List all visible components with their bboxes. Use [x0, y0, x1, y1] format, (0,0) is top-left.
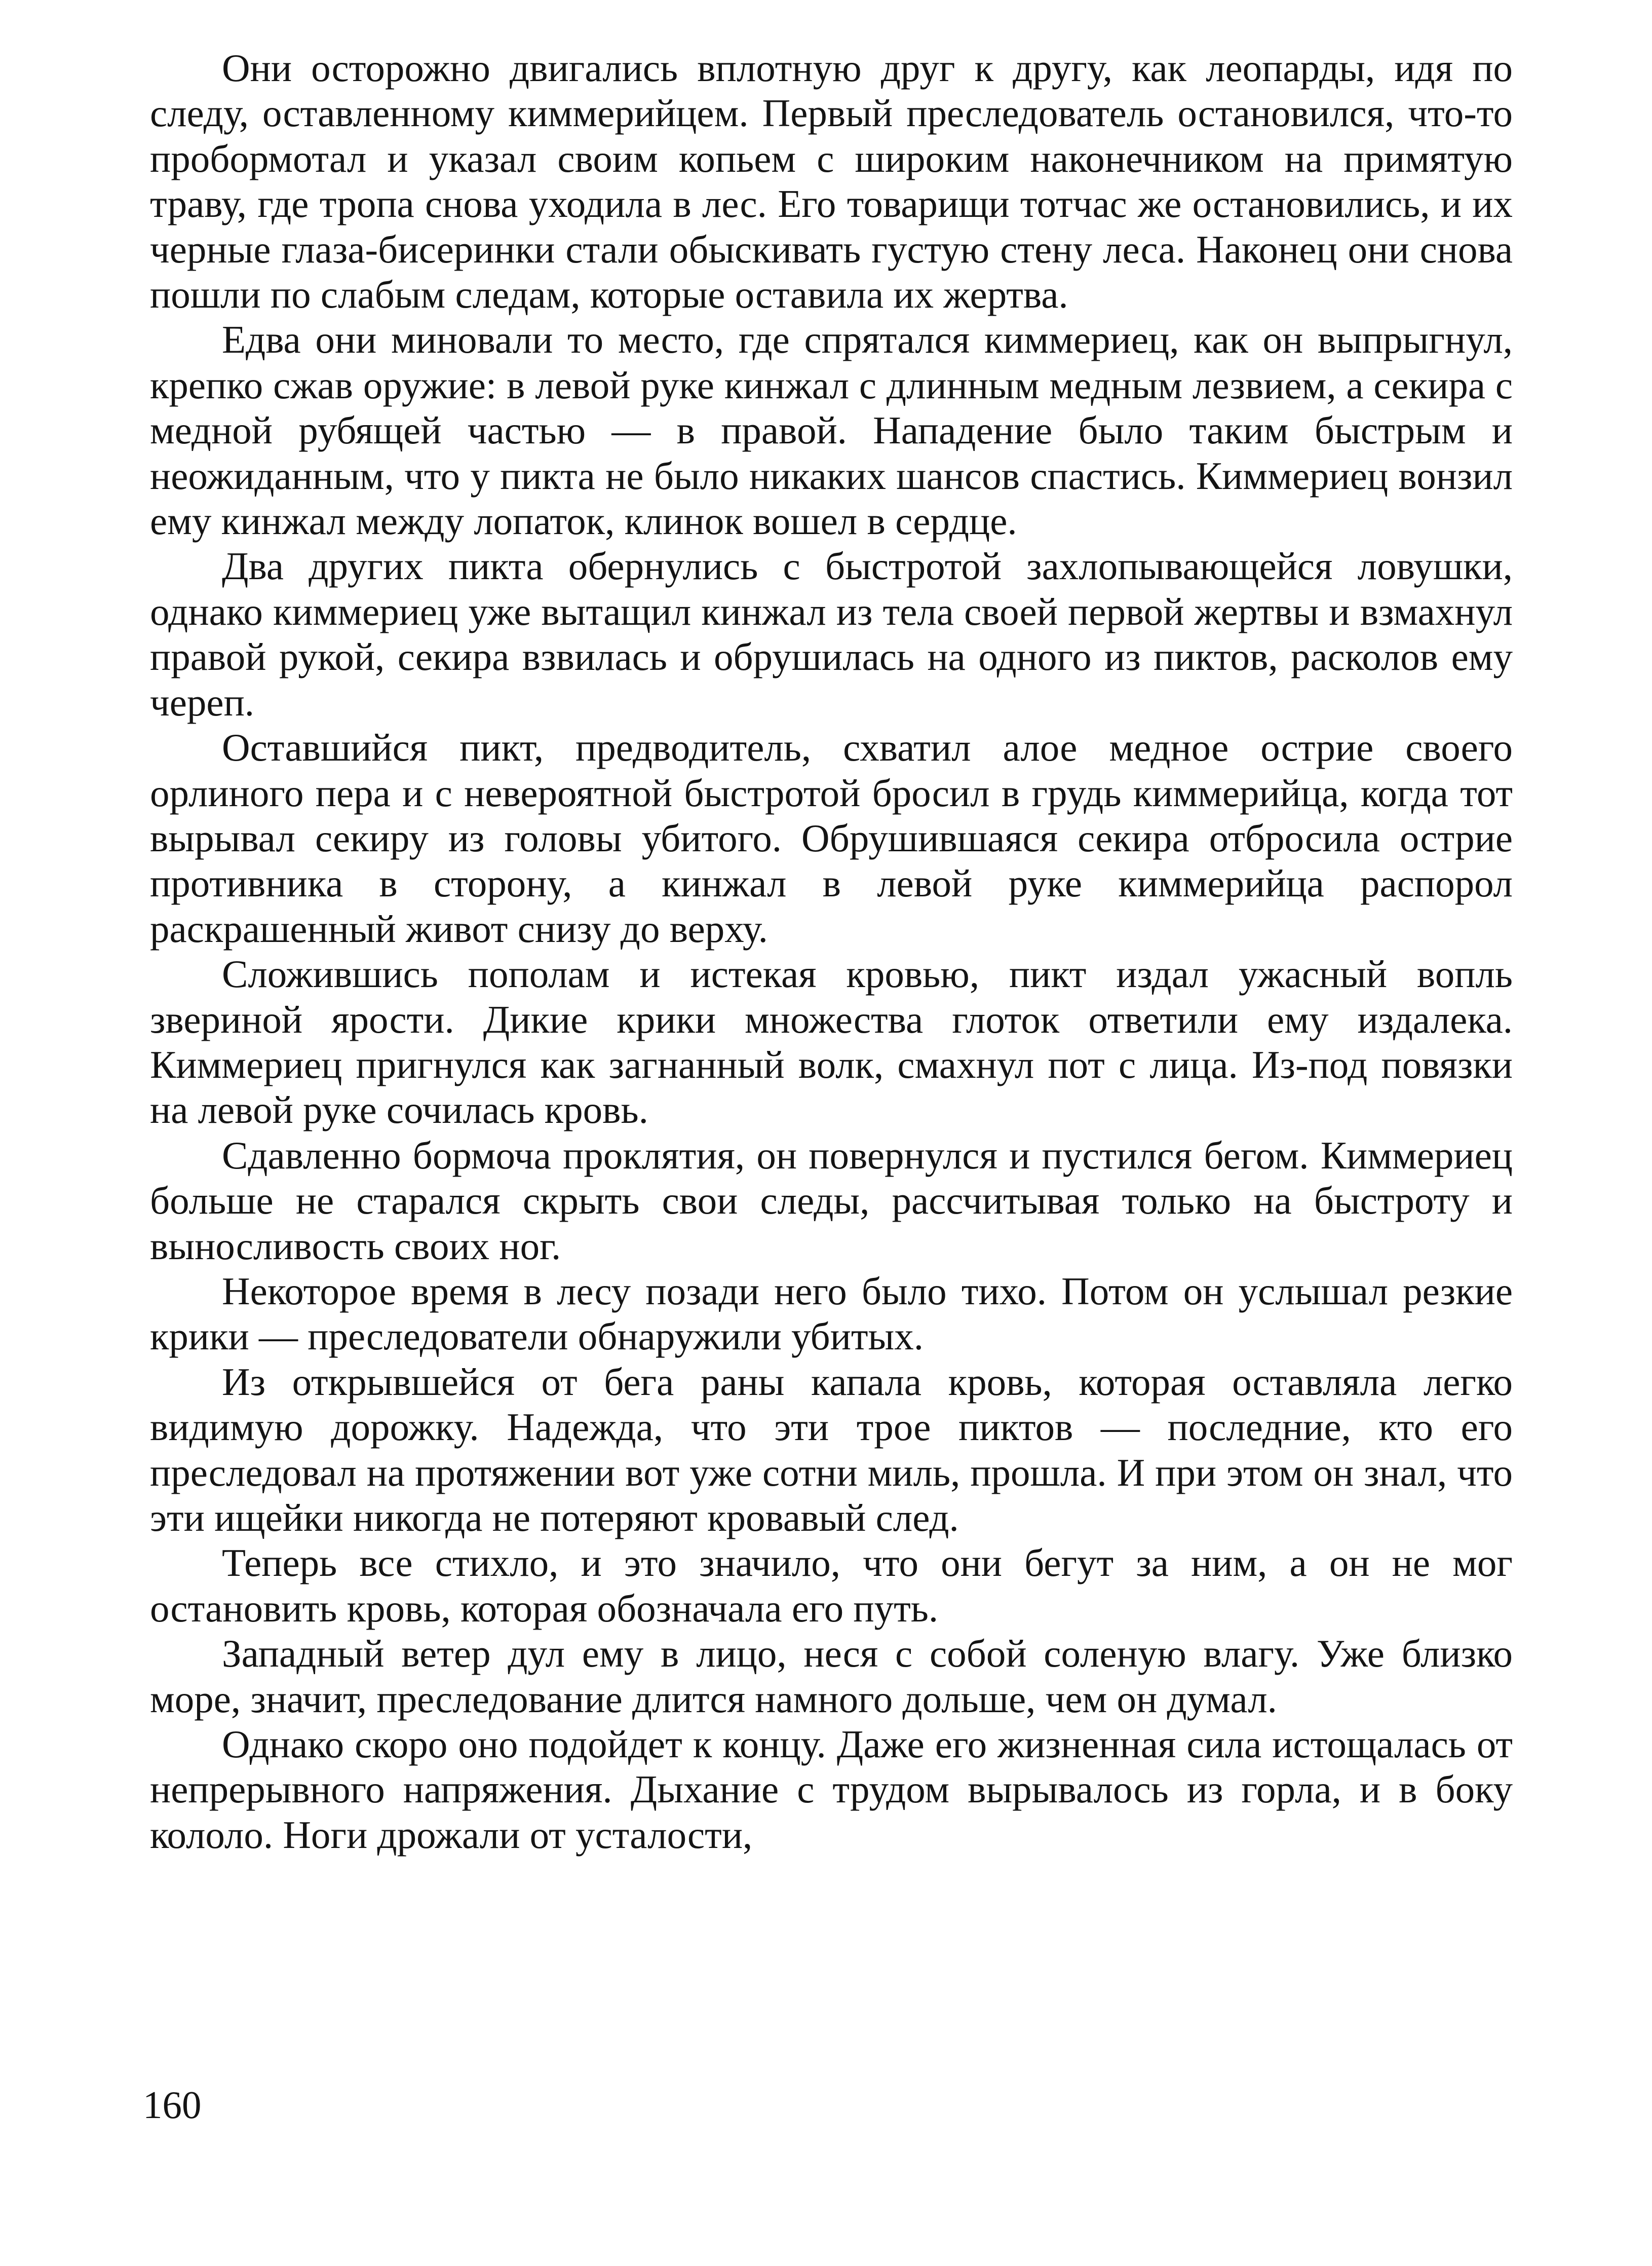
paragraph-8: Из открывшейся от бега раны капала кровь, которая оставляла легко видимую дорожку. Надежда, что эти трое пиктов — последние, кто его преследовал на протяжении вот уже сотни миль, прошла. И при этом он знал, что эти ищейки никогда не потеряют кровавый след.	[150, 1359, 1513, 1539]
paragraph-3: Два других пикта обернулись с быстротой захлопывающейся ловушки, однако киммериец уже вытащил кинжал из тела своей первой жертвы и взмахнул правой рукой, секира взвилась и обрушилась на одного из пиктов, расколов ему череп.	[150, 544, 1513, 724]
paragraph-11: Однако скоро оно подойдет к концу. Даже его жизненная сила истощалась от непрерывного напряжения. Дыхание с трудом вырывалось из горла, и в боку кололо. Ноги дрожали от усталости,	[150, 1722, 1513, 1857]
paragraph-7: Некоторое время в лесу позади него было тихо. Потом он услышал резкие крики — преследователи обнаружили убитых.	[150, 1269, 1513, 1358]
paragraph-6: Сдавленно бормоча проклятия, он повернулся и пустился бегом. Киммериец больше не старался скрыть свои следы, рассчитывая только на быстроту и выносливость своих ног.	[150, 1133, 1513, 1268]
paragraph-5: Сложившись пополам и истекая кровью, пикт издал ужасный вопль звериной ярости. Дикие крики множества глоток ответили ему издалека. Киммериец пригнулся как загнанный волк, смахнул пот с лица. Из-под повязки на левой руке сочилась кровь.	[150, 952, 1513, 1132]
body-text	[150, 46, 1513, 1858]
paragraph-2: Едва они миновали то место, где спрятался киммериец, как он выпрыгнул, крепко сжав оружие: в левой руке кинжал с длинным медным лезвием, а секира с медной рубящей частью — в правой. Нападение было таким быстрым и неожиданным, что у пикта не было никаких шансов спастись. Киммериец вонзил ему кинжал между лопаток, клинок вошел в сердце.	[150, 318, 1513, 543]
paragraph-10: Западный ветер дул ему в лицо, неся с собой соленую влагу. Уже близко море, значит, преследование длится намного дольше, чем он думал.	[150, 1632, 1513, 1721]
page-number: 160	[143, 2083, 202, 2127]
paragraph-1: Они осторожно двигались вплотную друг к другу, как леопарды, идя по следу, оставленному киммерийцем. Первый преследователь остановился, что-то пробормотал и указал своим копьем с широким наконечником на примятую траву, где тропа снова уходила в лес. Его товарищи тотчас же остановились, и их черные глаза-бисеринки стали обыскивать густую стену леса. Наконец они снова пошли по слабым следам, которые оставила их жертва.	[150, 46, 1513, 317]
paragraph-9: Теперь все стихло, и это значило, что они бегут за ним, а он не мог остановить кровь, которая обозначала его путь.	[150, 1541, 1513, 1630]
paragraph-4: Оставшийся пикт, предводитель, схватил алое медное острие своего орлиного пера и с невероятной быстротой бросил в грудь киммерийца, когда тот вырывал секиру из головы убитого. Обрушившаяся секира отбросила острие противника в сторону, а кинжал в левой руке киммерийца распорол раскрашенный живот снизу до верху.	[150, 726, 1513, 951]
